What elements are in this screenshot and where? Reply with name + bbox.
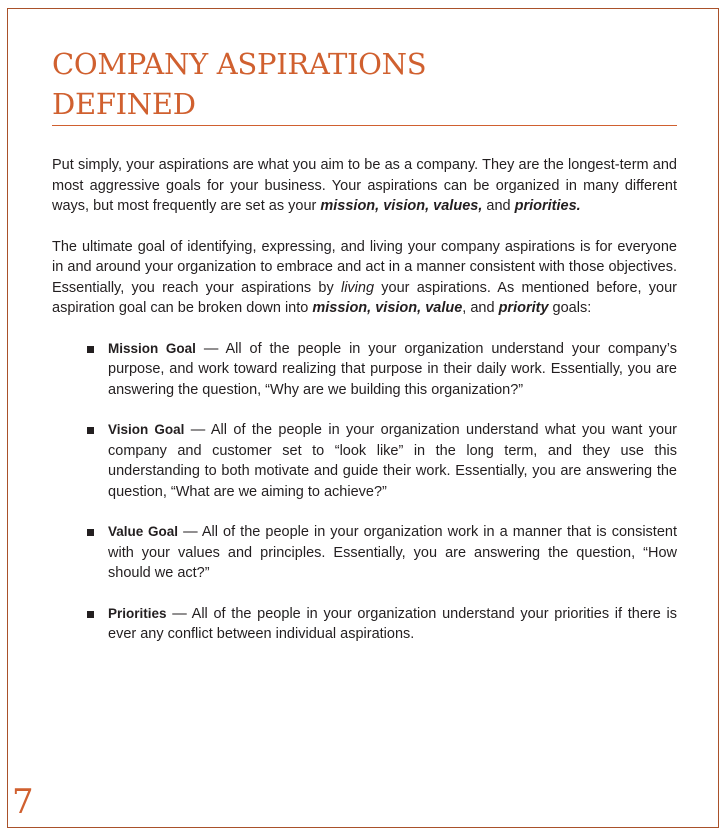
goal-item-priorities xyxy=(52,604,677,645)
square-bullet-icon xyxy=(87,346,94,353)
square-bullet-icon xyxy=(87,529,94,536)
title-line-1: COMPANY ASPIRATIONS xyxy=(52,47,427,81)
goal-item-mission xyxy=(52,339,677,401)
goal-text: — All of the people in your organization work in a manner that is consistent with your values and principles. Essentially, you are answering the question, “How should we act?” xyxy=(108,524,677,581)
title-line-2: DEFINED xyxy=(52,87,196,121)
goal-text: — All of the people in your organization understand what you want your company and customer set to “look like” in the long term, and they use this understanding to both motivate and guide their work. Essentially, you are answering the question, “What are we aiming to achieve?” xyxy=(108,422,677,500)
square-bullet-icon xyxy=(87,427,94,434)
square-bullet-icon xyxy=(87,611,94,618)
intro-paragraph-1: Put simply, your aspirations are what you aim to be as a company. They are the longest-term and most aggressive goals for your business. Your aspirations can be organized in many different ways, but most frequently are set as your mission, vision, values, and priorities. xyxy=(52,157,677,214)
intro-paragraph-2: The ultimate goal of identifying, expressing, and living your company aspirations is for everyone in and around your organization to embrace and act in a manner consistent with those objectives. Essentially, you reach your aspirations by living your aspirations. As mentioned before, your aspiration goal can be broken down into mission, vision, value, and priority goals: xyxy=(52,238,677,316)
page-title xyxy=(52,44,426,124)
goal-name: Mission Goal xyxy=(108,340,196,356)
goal-text: — All of the people in your organization understand your company’s purpose, and work toward realizing that purpose in their daily work. Essentially, you are answering the question, “Why are we building this organization?” xyxy=(108,340,677,398)
goal-text: — All of the people in your organization understand your priorities if there is ever any conflict between individual aspirations. xyxy=(108,605,677,642)
body-content xyxy=(52,155,677,665)
page-number: 7 xyxy=(12,782,34,822)
goal-name: Priorities xyxy=(108,605,167,621)
goal-name: Vision Goal xyxy=(108,422,185,437)
goal-item-value xyxy=(52,522,677,584)
goal-item-vision xyxy=(52,420,677,502)
title-divider xyxy=(52,125,677,126)
goal-name: Value Goal xyxy=(108,524,179,539)
goal-list xyxy=(52,339,677,645)
